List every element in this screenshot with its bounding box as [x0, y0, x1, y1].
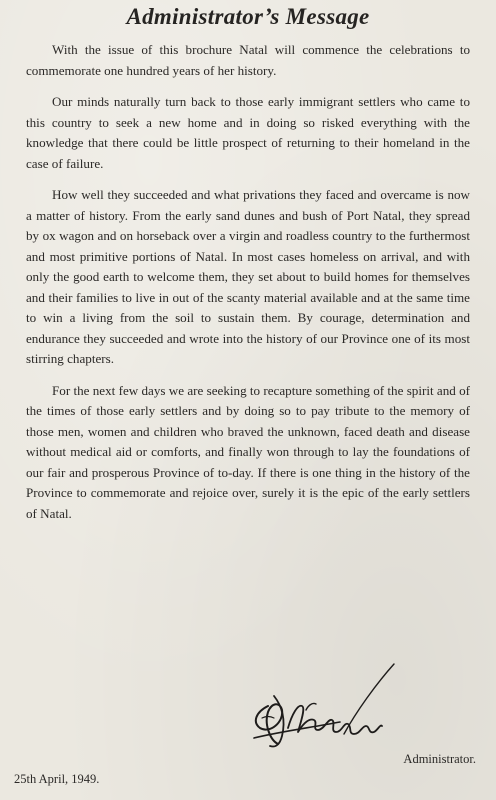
paragraph-1: With the issue of this brochure Natal will commence the celebrations to commemorate one hundred years of her history. — [26, 42, 470, 78]
message-body — [26, 40, 470, 535]
signature-icon — [248, 662, 398, 762]
document-date: 25th April, 1949. — [14, 772, 100, 786]
paragraph-4: For the next few days we are seeking to recapture something of the spirit and of the times of those early settlers and by doing so to pay tribute to the memory of those men, women and children who braved the unknown, faced death and disease without medical aid or comforts, and finally won through to lay the foundations of our fair and prosperous Province of to-day. If there is one thing in the history of the Province to commemorate and rejoice over, surely it is the epic of the early settlers of Natal. — [26, 382, 470, 521]
page-title: Administrator’s Message — [126, 4, 370, 29]
signer-title: Administrator. — [403, 752, 476, 766]
paragraph-3: How well they succeeded and what privations they faced and overcame is now a matter of history. From the early sand dunes and bush of Port Natal, they spread by ox wagon and on horseback over a virgin and roadless country to the furthermost and most primitive portions of Natal. In most cases homeless on arrival, and with only the good earth to welcome them, they set about to build homes for themselves and their families to live in out of the scanty material available and at the same time to win a living from the soil to sustain them. By courage, determination and endurance they succeeded and wrote into the history of our Province one of its most stirring chapters. — [26, 187, 470, 366]
paragraph-2: Our minds naturally turn back to those early immigrant settlers who came to this country to seek a new home and in doing so risked everything with the knowledge that there could be little prospect of returning to their homeland in the case of failure. — [26, 94, 470, 171]
